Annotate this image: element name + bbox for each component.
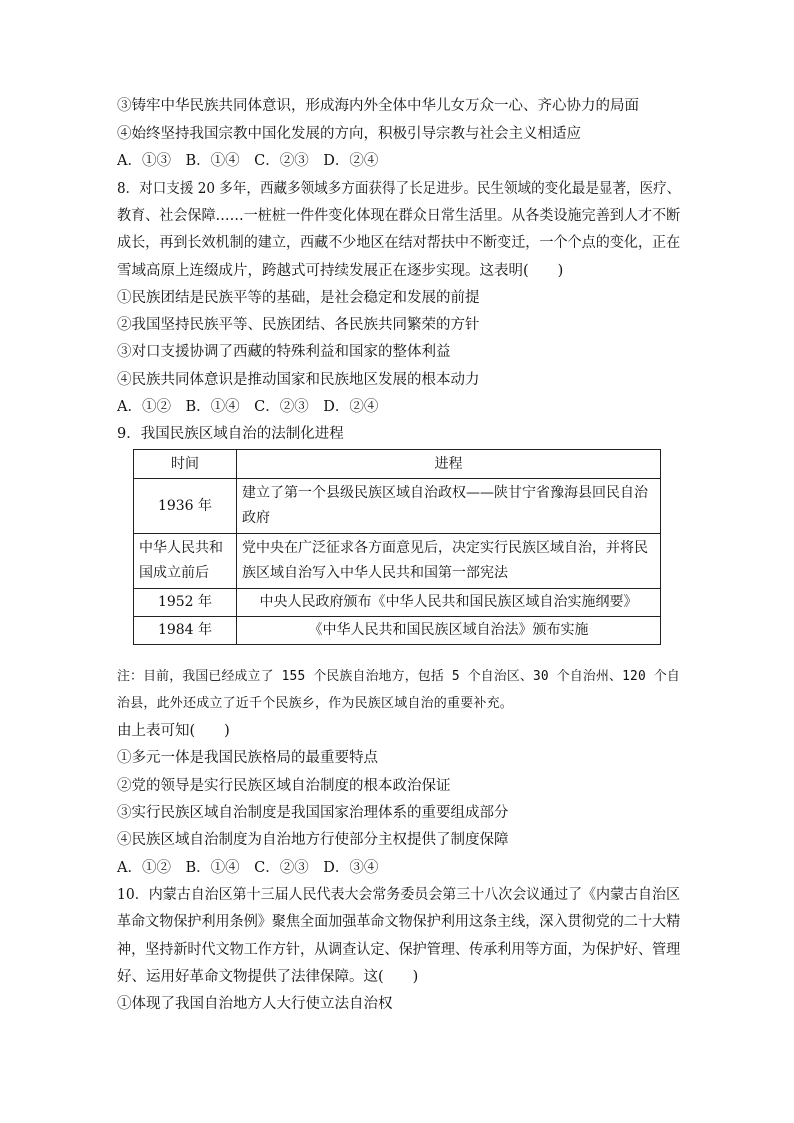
table-cell-event-line: 建立了第一个县级民族区域自治政权——陕甘宁省豫海县回民自治	[242, 485, 648, 501]
table-cell-time: 1936 年	[134, 479, 237, 534]
table-cell-time	[134, 534, 237, 589]
q9-note-line-1: 注：目前，我国已经成立了 155 个民族自治地方，包括 5 个自治区、30 个自治州、120 个自	[117, 669, 680, 684]
table-row	[134, 589, 661, 617]
table-cell-time: 1952 年	[134, 589, 237, 617]
q10-stem-line-3: 神，坚持新时代文物工作方针，从调查认定、保护管理、传承利用等方面，为保护好、管理	[117, 942, 681, 958]
q10-option-1: ①体现了我国自治地方人大行使立法自治权	[117, 996, 393, 1012]
q10-stem-line-4: 好、运用好革命文物提供了法律保障。这( )	[117, 969, 419, 985]
table-cell-time: 1984 年	[134, 617, 237, 645]
table-cell-event: 《中华人民共和国民族区域自治法》颁布实施	[237, 617, 661, 645]
q8-stem-line-1: 8．对口支援 20 多年，西藏多领域多方面获得了长足进步。民生领域的变化最是显著，医疗、	[117, 181, 681, 197]
q10-stem-line-2: 革命文物保护利用条例》聚焦全面加强革命文物保护利用这条主线，深入贯彻党的二十大精	[117, 914, 681, 930]
q8-option-2: ②我国坚持民族平等、民族团结、各民族共同繁荣的方针	[117, 317, 480, 333]
table-cell-event-line: 党中央在广泛征求各方面意见后，决定实行民族区域自治，并将民	[242, 540, 648, 556]
q7-choices: A．①③ B．①④ C．②③ D．②④	[117, 153, 379, 169]
table-cell-event: 中央人民政府颁布《中华人民共和国民族区域自治实施纲要》	[237, 589, 661, 617]
q9-note-line-2: 治县，此外还成立了近千个民族乡，作为民族区域自治的重要补充。	[117, 696, 514, 711]
q7-option-4: ④始终坚持我国宗教中国化发展的方向，积极引导宗教与社会主义相适应	[117, 126, 581, 142]
table-row	[134, 534, 661, 589]
q8-option-3: ③对口支援协调了西藏的特殊利益和国家的整体利益	[117, 344, 451, 360]
q9-option-1: ①多元一体是我国民族格局的最重要特点	[117, 750, 378, 766]
q9-stem: 由上表可知( )	[117, 723, 230, 739]
table-cell-time-line: 国成立前后	[139, 565, 209, 581]
q8-option-1: ①民族团结是民族平等的基础，是社会稳定和发展的前提	[117, 290, 480, 306]
q7-option-3: ③铸牢中华民族共同体意识，形成海内外全体中华儿女万众一心、齐心协力的局面	[117, 98, 639, 114]
table-cell-event-line: 政府	[242, 510, 270, 526]
table-cell-event	[237, 534, 661, 589]
table-header-progress: 进程	[237, 450, 661, 479]
q8-choices: A．①② B．①④ C．②③ D．②④	[117, 399, 379, 415]
q9-option-3: ③实行民族区域自治制度是我国国家治理体系的重要组成部分	[117, 805, 509, 821]
q9-option-2: ②党的领导是实行民族区域自治制度的根本政治保证	[117, 778, 451, 794]
table-cell-event	[237, 479, 661, 534]
table-row	[134, 617, 661, 645]
q10-stem-line-1: 10．内蒙古自治区第十三届人民代表大会常务委员会第三十八次会议通过了《内蒙古自治区	[117, 887, 680, 903]
q8-option-4: ④民族共同体意识是推动国家和民族地区发展的根本动力	[117, 372, 480, 388]
q9-option-4: ④民族区域自治制度为自治地方行使部分主权提供了制度保障	[117, 832, 509, 848]
table-row	[134, 479, 661, 534]
table-header-row	[134, 450, 661, 479]
q9-choices: A．①② B．①④ C．②③ D．③④	[117, 860, 379, 876]
q8-stem-line-2: 教育、社会保障……一桩桩一件件变化体现在群众日常生活里。从各类设施完善到人才不断	[117, 208, 681, 224]
autonomy-history-table	[133, 449, 661, 645]
table-cell-time-line: 中华人民共和	[139, 540, 223, 556]
table-cell-event-line: 族区域自治写入中华人民共和国第一部宪法	[242, 565, 508, 581]
q8-stem-line-4: 雪域高原上连缀成片，跨越式可持续发展正在逐步实现。这表明( )	[117, 263, 564, 279]
q9-title: 9．我国民族区域自治的法制化进程	[117, 426, 344, 442]
table-header-time: 时间	[134, 450, 237, 479]
q8-stem-line-3: 成长，再到长效机制的建立，西藏不少地区在结对帮扶中不断变迁，一个个点的变化，正在	[117, 235, 681, 251]
